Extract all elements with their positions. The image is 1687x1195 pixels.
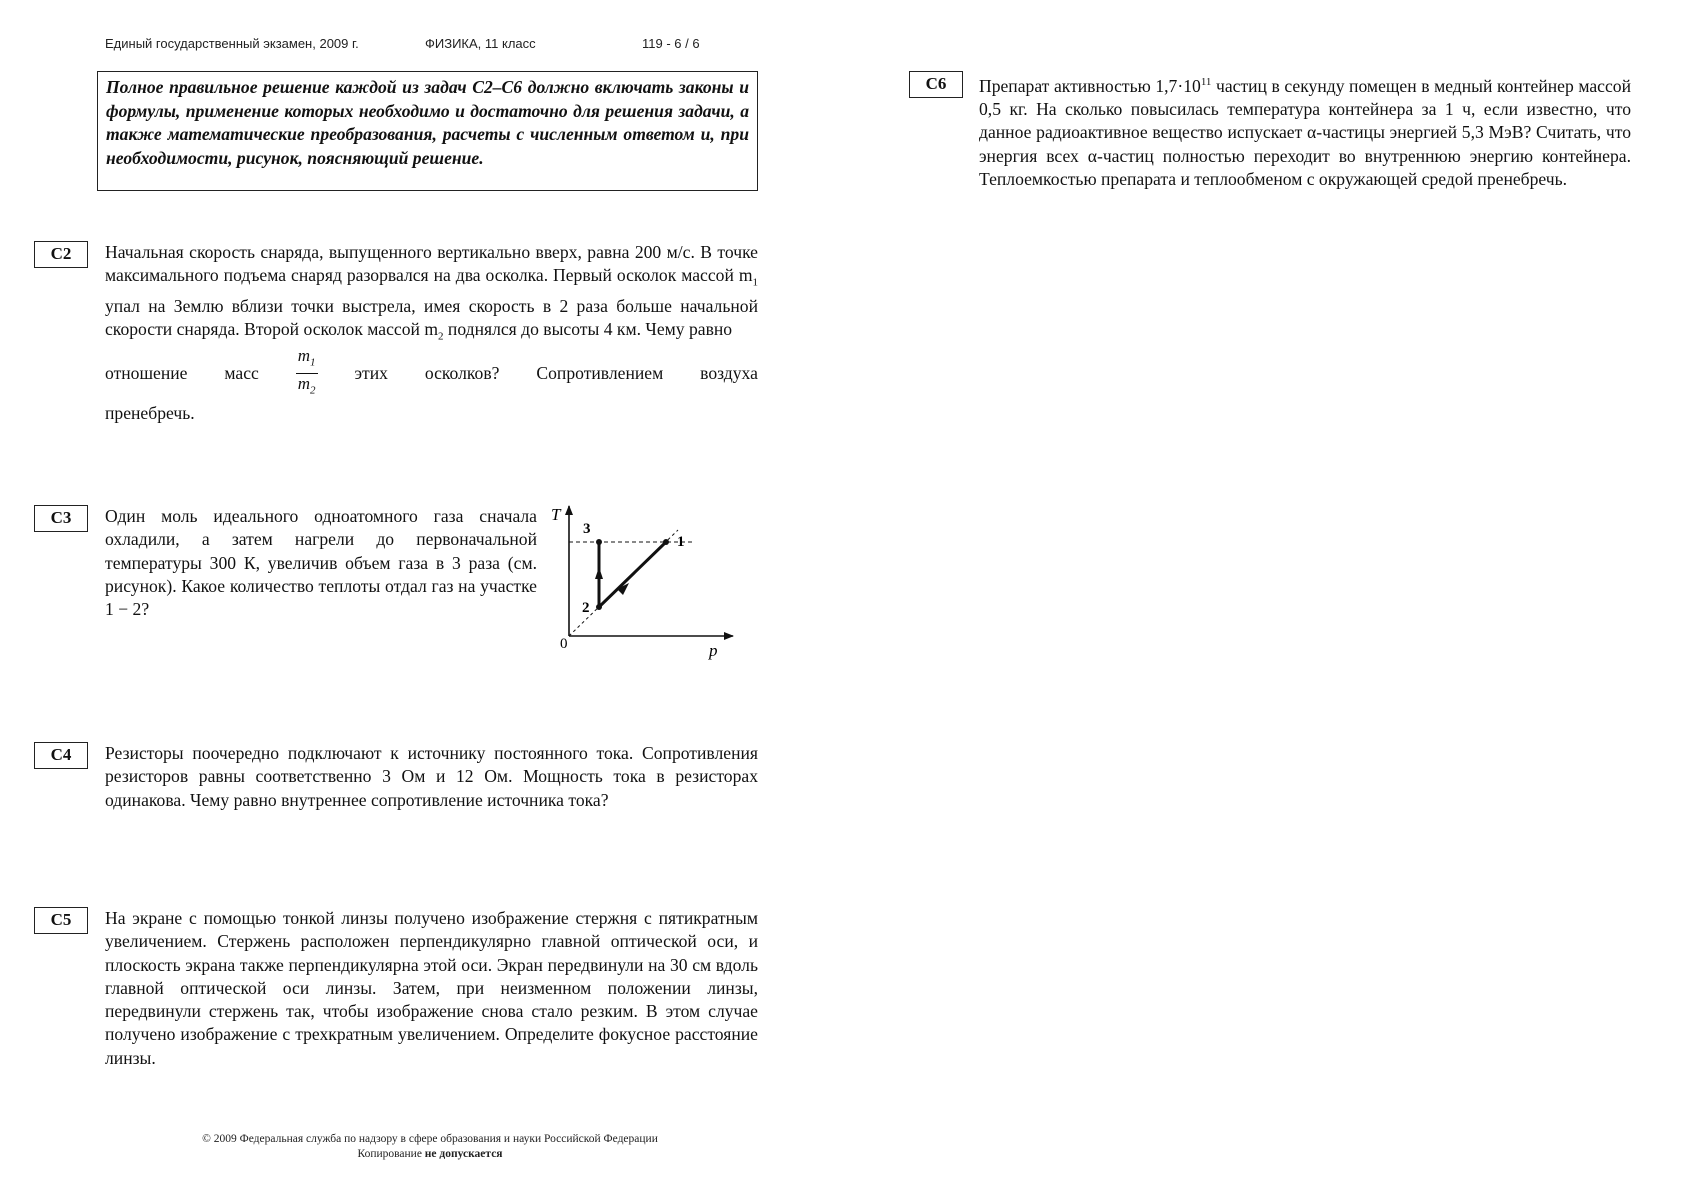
c2-word: воздуха: [700, 362, 758, 383]
task-c4-text: Резисторы поочередно подключают к источнику постоянного тока. Сопротивления резисторов равны соответственно 3 Ом и 12 Ом. Мощность тока в резисторах одинакова. Чему равно внутреннее сопротивление источника тока?: [105, 743, 758, 810]
footer-copy-notice: [150, 1147, 710, 1162]
c2-subscript-1: 1: [752, 276, 758, 289]
header-exam: Единый государственный экзамен, 2009 г.: [105, 36, 359, 51]
task-c3-text: Один моль идеального одноатомного газа сначала охладили, а затем нагрели до первоначальной температуры 300 К, увеличив объем газа в 3 раза (см. рисунок). Какое количество теплоты отдал газ на участке 1 − 2?: [105, 506, 537, 620]
mass-ratio-fraction: [296, 346, 318, 400]
header-subject: ФИЗИКА, 11 класс: [425, 36, 536, 51]
fraction-numerator: m: [297, 346, 311, 366]
temperature-pressure-graph: [545, 502, 745, 668]
y-axis-label: T: [551, 505, 561, 524]
footer-copy-forbidden: не допускается: [424, 1148, 503, 1160]
c2-word: осколков?: [424, 362, 500, 383]
header-page-number: 119 - 6 / 6: [642, 36, 700, 51]
point-3: [596, 539, 602, 545]
fraction-denominator: m: [297, 373, 311, 393]
c2-word: этих: [354, 362, 388, 383]
c2-last-line: пренебречь.: [105, 403, 195, 424]
point-1-label: 1: [677, 534, 685, 550]
c2-text-part-3: поднялся до высоты 4 км. Чему равно: [443, 319, 733, 340]
point-2-label: 2: [582, 600, 590, 616]
instructions-box: Полное правильное решение каждой из задач С2–С6 должно включать законы и формулы, применение которых необходимо и достаточно для решения задачи, а также математические преобразования, расчеты с численным ответом и, при необходимости, рисунок, поясняющий решение.: [97, 71, 758, 191]
task-tag-c4: C4: [34, 742, 88, 769]
task-c5-text: На экране с помощью тонкой линзы получено изображение стержня с пятикратным увеличением. Стержень расположен перпендикулярно главной оптической оси, и плоскость экрана также перпендикулярна этой оси. Экран передвинули на 30 см вдоль главной оптической оси линзы. Затем, при неизменном положении линзы, передвинули стержень так, чтобы изображение снова стало резким. В этом случае получено изображение с трехкратным увеличением. Определите фокусное расстояние линзы.: [105, 908, 758, 1068]
footer-copyright: © 2009 Федеральная служба по надзору в сфере образования и науки Российской Федерации: [202, 1133, 658, 1145]
task-tag-c3: C3: [34, 505, 88, 532]
arrow-2-3: [595, 567, 603, 579]
task-c2-paragraph: [105, 241, 758, 349]
point-2: [596, 604, 602, 610]
task-tag-c6: C6: [909, 71, 963, 98]
origin-label: 0: [560, 636, 568, 652]
process-line-1-2: [599, 542, 666, 607]
task-tag-c2: C2: [34, 241, 88, 268]
c2-word: отношение: [105, 362, 188, 383]
c2-word: масс: [224, 362, 259, 383]
c6-text-part-1: Препарат активностью 1,7·10: [979, 75, 1201, 96]
fraction-denominator-sub: 2: [310, 384, 316, 397]
point-1: [663, 539, 669, 545]
c2-text-part-1: Начальная скорость снаряда, выпущенного вертикально вверх, равна 200 м/с. В точке максимального подъема снаряд разорвался на два осколка. Первый осколок массой m: [105, 242, 758, 286]
c2-fraction-line: [105, 346, 758, 397]
fraction-numerator-sub: 1: [310, 356, 316, 369]
c2-text-part-2: упал на Землю вблизи точки выстрела, имея скорость в 2 раза больше начальной скорости снаряда. Второй осколок массой m: [105, 296, 758, 340]
c2-subscript-2: 2: [438, 330, 444, 343]
footer-copy-prefix: Копирование: [357, 1148, 425, 1160]
x-axis-label: p: [709, 641, 718, 660]
task-c2-text: [105, 241, 758, 426]
point-3-label: 3: [583, 521, 591, 537]
c6-text-part-2: частиц в секунду помещен в медный контейнер массой 0,5 кг. На сколько повысилась температура контейнера за 1 ч, если известно, что данное радиоактивное вещество испускает α-частицы энергией 5,3 МэВ? Считать, что энергия всех α-частиц полностью переходит во внутреннюю энергию контейнера. Теплоемкостью препарата и теплообменом с окружающей средой пренебречь.: [979, 75, 1631, 190]
task-c6-text: [979, 71, 1631, 191]
c6-exponent: 11: [1200, 76, 1212, 88]
task-tag-c5: C5: [34, 907, 88, 934]
footer: [150, 1132, 710, 1162]
c2-word: Сопротивлением: [536, 362, 664, 383]
